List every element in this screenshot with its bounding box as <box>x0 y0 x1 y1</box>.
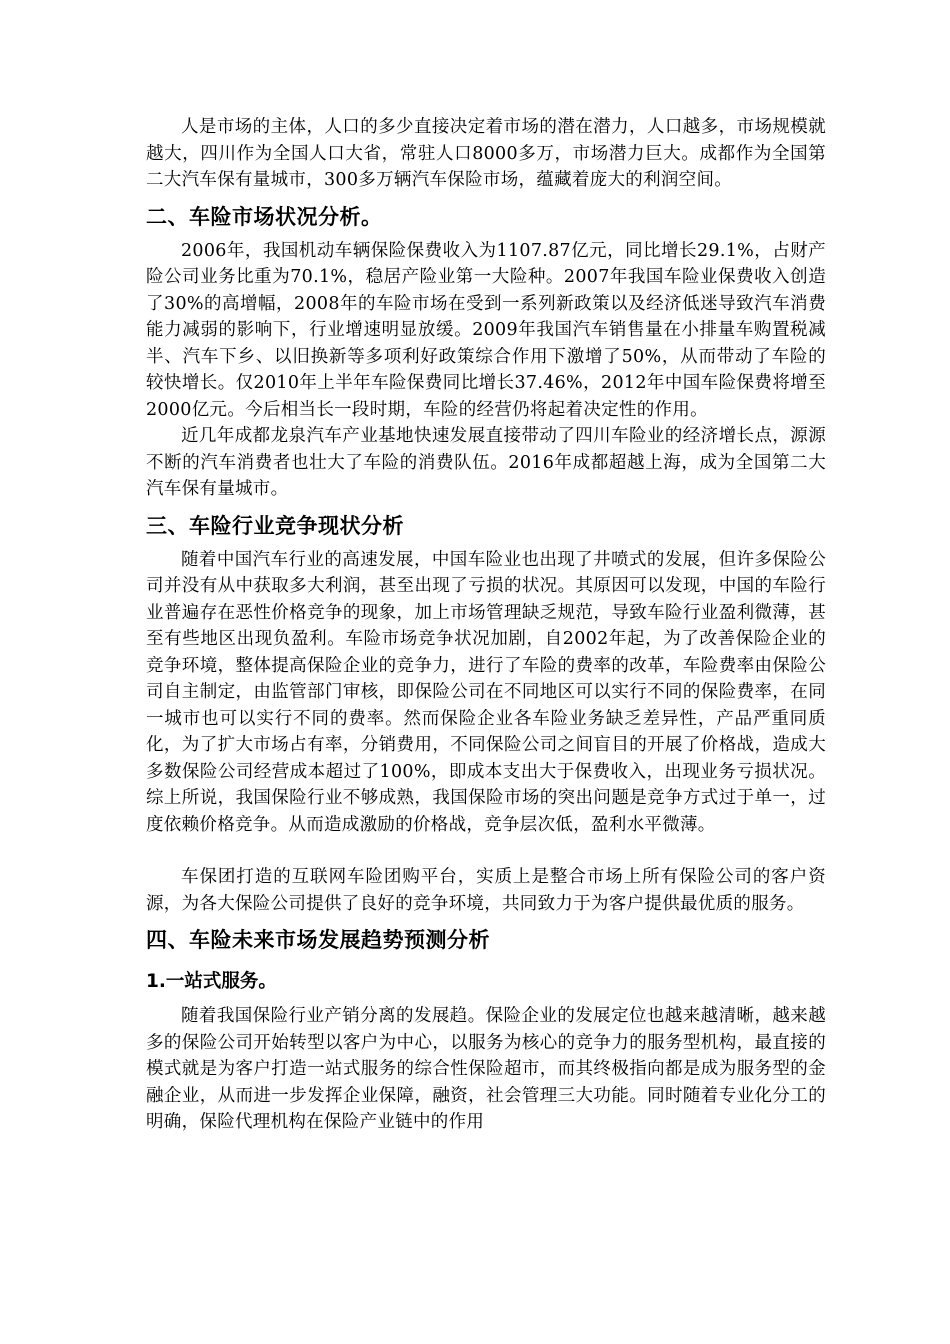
section-heading-competition: 三、车险行业竞争现状分析 <box>146 513 404 538</box>
intro-paragraph: 人是市场的主体，人口的多少直接决定着市场的潜在潜力，人口越多，市场规模就越大，四川作为全国人口大省，常驻人口8000多万，市场潜力巨大。成都作为全国第二大汽车保有量城市，300多万辆汽车保险市场，蕴藏着庞大的利润空间。 <box>146 117 826 190</box>
paragraph-trends-1: 随着我国保险行业产销分离的发展趋。保险企业的发展定位也越来越清晰，越来越多的保险公司开始转型以客户为中心，以服务为核心的竞争力的服务型机构，最直接的模式就是为客户打造一站式服务的综合性保险超市，而其终极指向都是成为服务型的金融企业，从而进一步发挥企业保障，融资，社会管理三大功能。同时随着专业化分工的明确，保险代理机构在保险产业链中的作用 <box>146 1006 826 1132</box>
paragraph-spacer <box>146 838 826 864</box>
paragraph-competition-1: 随着中国汽车行业的高速发展，中国车险业也出现了井喷式的发展，但许多保险公司并没有从中获取多大利润，甚至出现了亏损的状况。其原因可以发现，中国的车险行业普遍存在恶性价格竞争的现象，加上市场管理缺乏规范，导致车险行业盈利微薄，甚至有些地区出现负盈利。车险市场竞争状况加剧，自2002年起，为了改善保险企业的竞争环境，整体提高保险企业的竞争力，进行了车险的费率的改革，车险费率由保险公司自主制定，由监管部门审核，即保险公司在不同地区可以实行不同的保险费率，在同一城市也可以实行不同的费率。然而保险企业各车险业务缺乏差异性，产品严重同质化，为了扩大市场占有率，分销费用，不同保险公司之间盲目的开展了价格战，造成大多数保险公司经营成本超过了100%，即成本支出大于保费收入，出现业务亏损状况。综上所说，我国保险行业不够成熟，我国保险市场的突出问题是竞争方式过于单一，过度依赖价格竞争。从而造成激励的价格战，竞争层次低，盈利水平微薄。 <box>146 549 826 835</box>
paragraph-market-status-2: 近几年成都龙泉汽车产业基地快速发展直接带动了四川车险业的经济增长点，源源不断的汽车消费者也壮大了车险的消费队伍。2016年成都超越上海，成为全国第二大汽车保有量城市。 <box>146 426 826 499</box>
subheading-one-stop-service: 1.一站式服务。 <box>146 971 277 992</box>
section-heading-trends: 四、车险未来市场发展趋势预测分析 <box>146 928 490 952</box>
section-heading-market-status: 二、车险市场状况分析。 <box>146 204 383 229</box>
document-page <box>146 114 826 1136</box>
paragraph-market-status-1: 2006年，我国机动车辆保险保费收入为1107.87亿元，同比增长29.1%，占财产险公司业务比重为70.1%，稳居产险业第一大险种。2007年我国车险业保费收入创造了30%的高增幅，2008年的车险市场在受到一系列新政策以及经济低迷导致汽车消费能力减弱的影响下，行业增速明显放缓。2009年我国汽车销售量在小排量车购置税减半、汽车下乡、以旧换新等多项利好政策综合作用下激增了50%，从而带动了车险的较快增长。仅2010年上半年车险保费同比增长37.46%，2012年中国车险保费将增至2000亿元。今后相当长一段时期，车险的经营仍将起着决定性的作用。 <box>146 240 826 420</box>
paragraph-competition-2: 车保团打造的互联网车险团购平台，实质上是整合市场上所有保险公司的客户资源，为各大保险公司提供了良好的竞争环境，共同致力于为客户提供最优质的服务。 <box>146 867 826 914</box>
